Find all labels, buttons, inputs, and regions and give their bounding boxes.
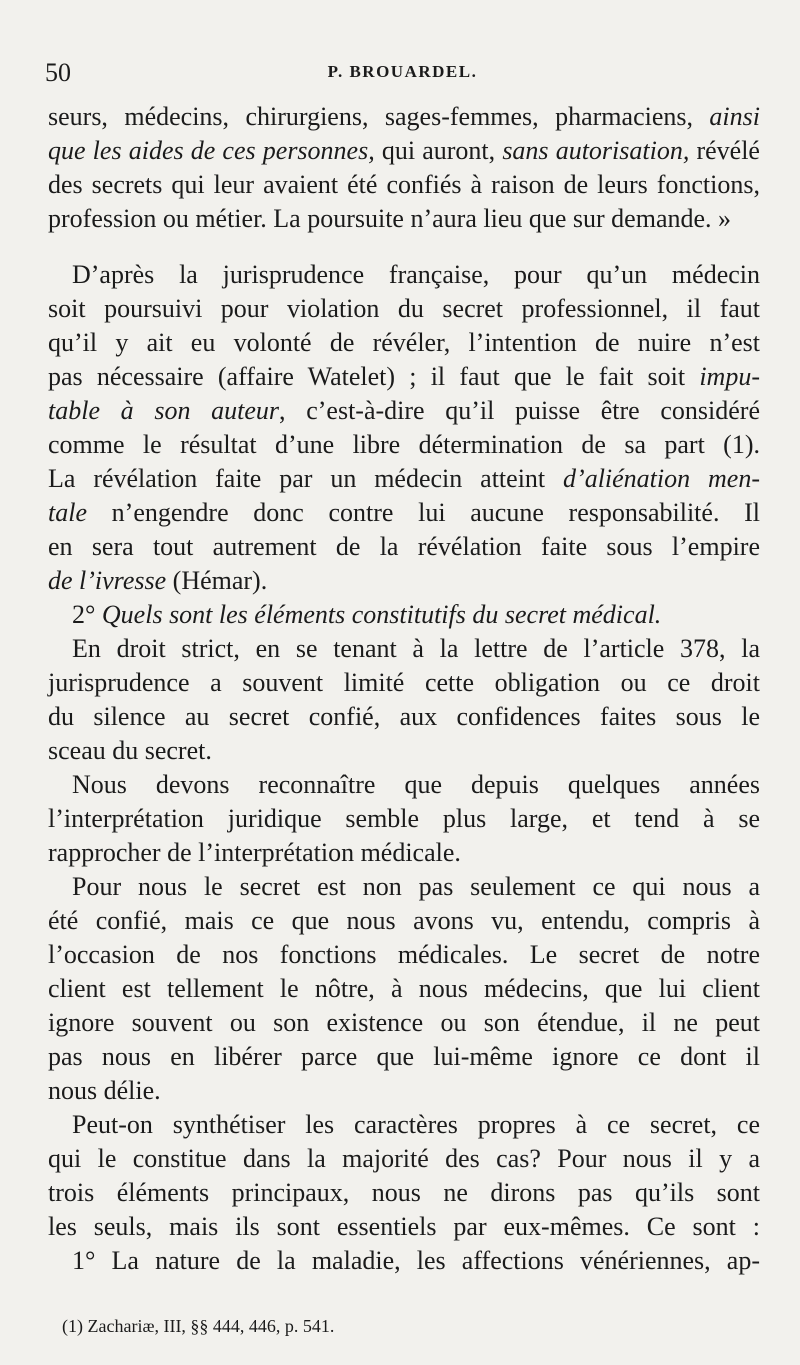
text-span: rapprocher de l’interprétation médicale. <box>48 838 461 867</box>
text-line <box>48 326 760 360</box>
text-line <box>48 938 760 972</box>
text-line <box>48 1210 760 1244</box>
text-span: Pour nous le secret est non pas seulement ce qui nous a <box>72 872 760 901</box>
text-line <box>48 564 760 598</box>
text-line <box>48 1176 760 1210</box>
text-span: soit poursuivi pour violation du secret professionnel, il faut <box>48 294 760 323</box>
text-span: comme le résultat d’une libre détermination de sa part (1). <box>48 430 760 459</box>
text-span: qui auront, <box>374 136 503 165</box>
text-span: pas nous en libérer parce que lui-même ignore ce dont il <box>48 1042 760 1071</box>
text-span: l’interprétation juridique semble plus large, et tend à se <box>48 804 760 833</box>
text-span: pas nécessaire (affaire Watelet) ; il faut que le fait soit <box>48 362 700 391</box>
text-span: profession ou métier. La poursuite n’aura lieu que sur demande. » <box>48 204 732 233</box>
text-line <box>48 1074 760 1108</box>
text-line <box>48 462 760 496</box>
text-line <box>48 836 760 870</box>
text-line <box>48 802 760 836</box>
text-line <box>48 972 760 1006</box>
text-line <box>48 870 760 904</box>
text-line <box>48 530 760 564</box>
italic-span: Quels sont les éléments constitutifs du secret médical. <box>101 600 662 629</box>
text-span: des secrets qui leur avaient été confiés à raison de leurs fonctions, <box>48 170 760 199</box>
paragraph-gap <box>48 236 760 258</box>
text-span: trois éléments principaux, nous ne dirons pas qu’ils sont <box>48 1178 760 1207</box>
text-line <box>48 360 760 394</box>
text-line <box>48 258 760 292</box>
text-line <box>48 292 760 326</box>
italic-span: table à son auteur <box>48 396 280 425</box>
text-span: 2° <box>72 600 102 629</box>
text-span: révélé <box>689 136 760 165</box>
text-span: l’occasion de nos fonctions médicales. Le secret de notre <box>48 940 760 969</box>
text-line <box>48 904 760 938</box>
running-head: P. BROUARDEL. <box>327 62 478 81</box>
text-line <box>48 734 760 768</box>
text-span: Peut-on synthétiser les caractères propres à ce secret, ce <box>72 1110 760 1139</box>
text-line <box>48 134 760 168</box>
text-span: n’engendre donc contre lui aucune responsabilité. Il <box>87 498 760 527</box>
text-span: jurisprudence a souvent limité cette obligation ou ce droit <box>48 668 760 697</box>
text-line <box>48 632 760 666</box>
text-line <box>48 496 760 530</box>
page-number: 50 <box>45 58 71 87</box>
text-line <box>48 768 760 802</box>
text-span: D’après la jurisprudence française, pour qu’un médecin <box>72 260 760 289</box>
italic-span: impu- <box>699 362 760 391</box>
text-span: ignore souvent ou son existence ou son étendue, il ne peut <box>48 1008 760 1037</box>
text-line <box>48 1040 760 1074</box>
text-span: (Hémar). <box>166 566 268 595</box>
italic-span: de l’ivresse <box>48 566 167 595</box>
text-line <box>48 100 760 134</box>
text-span: client est tellement le nôtre, à nous médecins, que lui client <box>48 974 760 1003</box>
text-line <box>48 168 760 202</box>
text-span: , c’est-à-dire qu’il puisse être considéré <box>279 396 761 425</box>
body-text <box>48 100 760 1278</box>
text-span: qu’il y ait eu volonté de révéler, l’intention de nuire n’est <box>48 328 760 357</box>
text-span: qui le constitue dans la majorité des cas? Pour nous il y a <box>48 1144 760 1173</box>
text-line <box>48 1142 760 1176</box>
italic-span: d’aliénation men- <box>563 464 760 493</box>
text-span: du silence au secret confié, aux confidences faites sous le <box>48 702 760 731</box>
text-span: Nous devons reconnaître que depuis quelques années <box>72 770 760 799</box>
text-span: en sera tout autrement de la révélation faite sous l’empire <box>48 532 760 561</box>
text-line <box>48 1244 760 1278</box>
text-span: En droit strict, en se tenant à la lettre de l’article 378, la <box>72 634 760 663</box>
italic-span: que les aides de ces personnes, <box>48 136 375 165</box>
italic-span: tale <box>48 498 87 527</box>
text-line <box>48 202 760 236</box>
text-span: nous délie. <box>48 1076 161 1105</box>
text-line <box>48 598 760 632</box>
italic-span: ainsi <box>709 102 760 131</box>
text-line <box>48 1108 760 1142</box>
text-span: sceau du secret. <box>48 736 212 765</box>
italic-span: sans autorisation, <box>502 136 690 165</box>
text-line <box>48 428 760 462</box>
text-line <box>48 1006 760 1040</box>
text-span: les seuls, mais ils sont essentiels par eux-mêmes. Ce sont : <box>48 1212 760 1241</box>
text-span: seurs, médecins, chirurgiens, sages-femmes, pharmaciens, <box>48 102 710 131</box>
text-line <box>48 394 760 428</box>
text-span: 1° La nature de la maladie, les affections vénériennes, ap- <box>72 1246 760 1275</box>
text-span: été confié, mais ce que nous avons vu, entendu, compris à <box>48 906 760 935</box>
text-line <box>48 666 760 700</box>
text-line <box>48 700 760 734</box>
page-header <box>45 58 760 98</box>
text-span: La révélation faite par un médecin atteint <box>48 464 564 493</box>
footnote: (1) Zachariæ, III, §§ 444, 446, p. 541. <box>62 1316 335 1336</box>
